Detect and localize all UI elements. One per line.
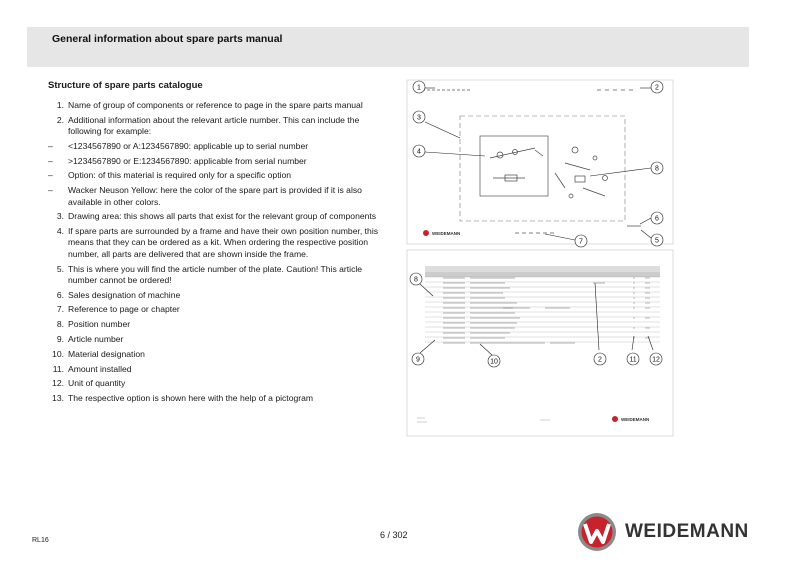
callout-label: 1 — [417, 84, 421, 92]
list-item: 1. Name of group of components or reference to page in the spare parts manual — [56, 100, 363, 110]
callout-label: 10 — [490, 358, 498, 366]
callout-label: 4 — [417, 148, 421, 156]
list-item: 13. The respective option is shown here with the help of a pictogram — [52, 393, 314, 404]
callout-label: 6 — [655, 215, 659, 223]
callout-label: 11 — [629, 356, 637, 364]
section-title: Structure of spare parts catalogue — [48, 80, 203, 91]
callout-label: 3 — [417, 114, 421, 122]
page-number: 6 / 302 — [380, 530, 408, 540]
list-subitem: – >1234567890 or E:1234567890: applicable from serial number — [48, 155, 307, 166]
footer-code: RL16 — [32, 537, 49, 544]
callout-label: 8 — [414, 276, 418, 284]
list-item: 9. Article number — [56, 334, 124, 345]
list-item: 5. This is where you will find the article number of the plate. Caution! This article number cannot be ordered! — [56, 263, 363, 285]
list-subitem: – <1234567890 or A:1234567890: applicable up to serial number — [48, 140, 309, 151]
list-item: 11. Amount installed — [52, 363, 132, 374]
list-item: 2. Additional information about the relevant article number. This can include the following for example: — [56, 114, 360, 137]
example-drawing-page — [407, 80, 673, 244]
callout-label: 5 — [655, 237, 659, 245]
callout-label: 12 — [652, 356, 660, 364]
list-subitem: – Wacker Neuson Yellow: here the color of the spare part is provided if it is also available in other colors. — [48, 185, 362, 207]
list-item: 3. Drawing area: this shows all parts that exist for the relevant group of components — [56, 211, 377, 222]
header-title: General information about spare parts manual — [52, 33, 283, 45]
small-brand-label: WEIDEMANN — [621, 417, 650, 422]
list-item: 10. Material designation — [52, 348, 145, 359]
list-item: 6. Sales designation of machine — [56, 289, 181, 300]
weidemann-logo — [575, 511, 749, 553]
callout-label: 7 — [579, 238, 583, 246]
logo-text: WEIDEMANN — [625, 521, 749, 542]
callout-label: 2 — [655, 84, 659, 92]
callout-label: 9 — [416, 356, 420, 364]
list-item: 12. Unit of quantity — [52, 378, 126, 389]
callout-label: 2 — [598, 356, 602, 364]
catalogue-example-diagram — [405, 78, 675, 438]
header-bar — [27, 27, 749, 67]
list-item: 7. Reference to page or chapter — [56, 304, 180, 315]
callout-label: 8 — [655, 165, 659, 173]
list-item: 4. If spare parts are surrounded by a frame and have their own position number, this means that they can be ordered as a kit. When ordering the respective position number, all parts are delivered that are shown inside the frame. — [56, 226, 379, 259]
list-subitem: – Option: of this material is required only for a specific option — [48, 170, 292, 181]
list-item: 8. Position number — [56, 319, 131, 330]
small-brand-label: WEIDEMANN — [432, 231, 461, 236]
item-list — [48, 100, 388, 408]
logo-mark-icon — [575, 511, 619, 553]
